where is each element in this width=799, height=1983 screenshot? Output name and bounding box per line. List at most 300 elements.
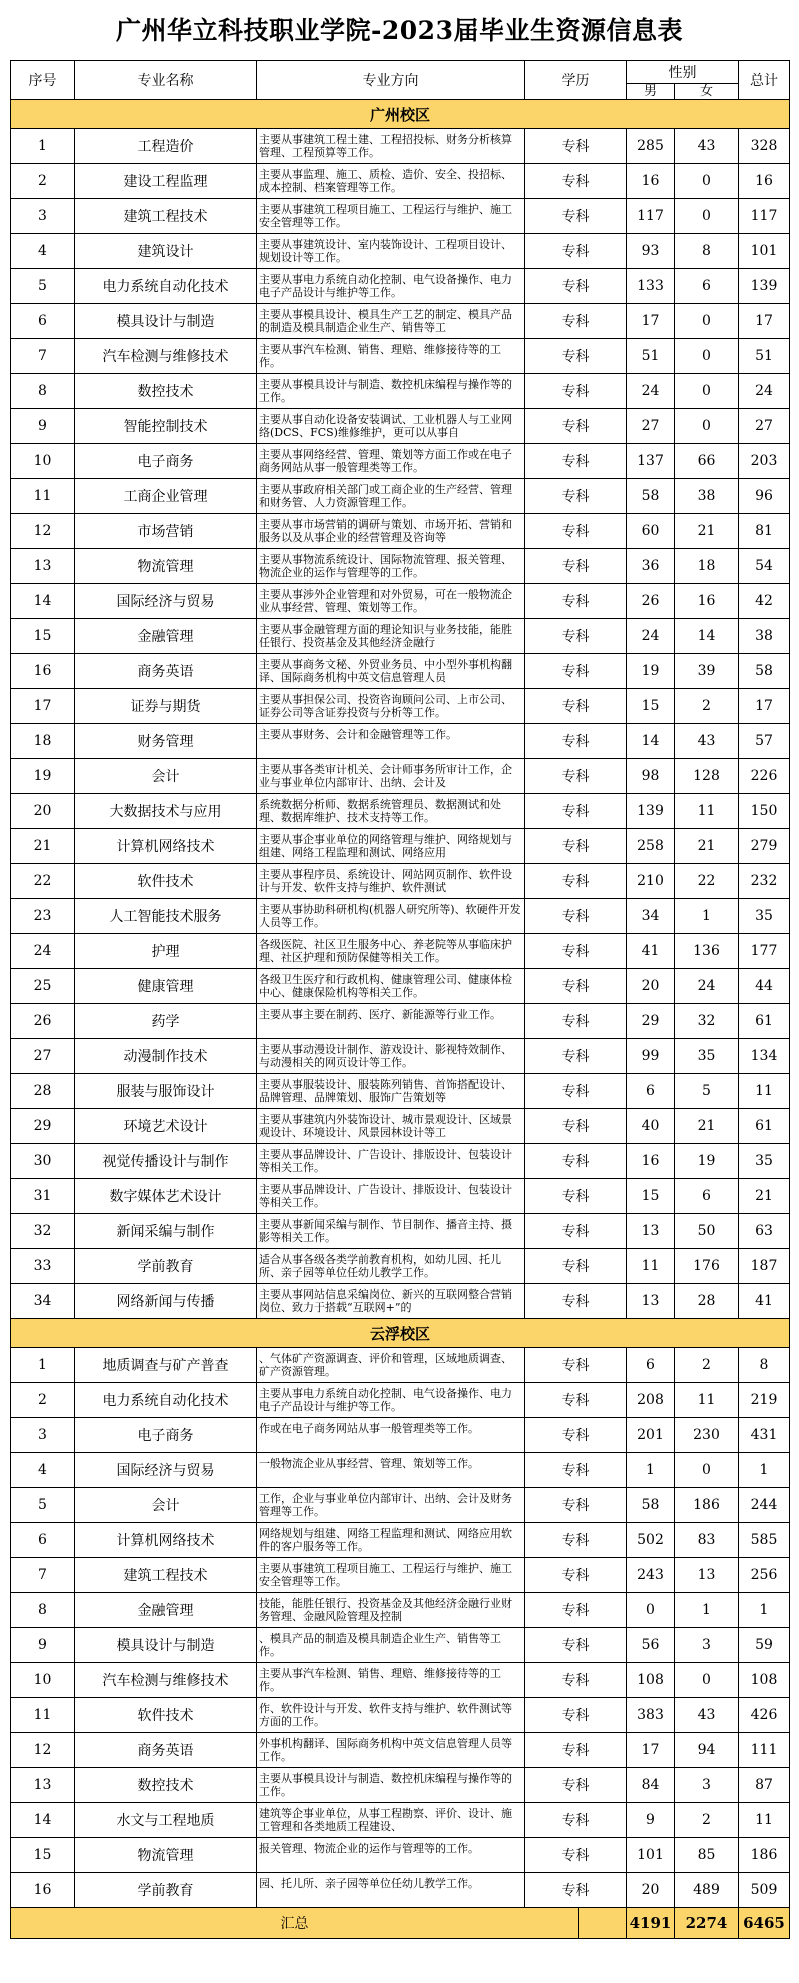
cell-male: 51: [627, 339, 675, 374]
cell-no: 12: [11, 514, 75, 549]
cell-direction: [257, 864, 525, 899]
cell-male: 258: [627, 829, 675, 864]
cell-total: 117: [739, 199, 790, 234]
cell-male: 101: [627, 1838, 675, 1873]
cell-female: 43: [675, 724, 739, 759]
cell-total: 35: [739, 899, 790, 934]
cell-no: 26: [11, 1004, 75, 1039]
cell-degree: 专科: [525, 1039, 627, 1074]
cell-female: 83: [675, 1523, 739, 1558]
cell-direction: [257, 1383, 525, 1418]
cell-major: 电力系统自动化技术: [75, 1383, 257, 1418]
cell-male: 58: [627, 1488, 675, 1523]
cell-total: 219: [739, 1383, 790, 1418]
direction-text: 、模具产品的制造及模具制造企业生产、销售等工作。: [259, 1632, 501, 1658]
cell-major: 商务英语: [75, 654, 257, 689]
cell-direction: [257, 1418, 525, 1453]
cell-male: 117: [627, 199, 675, 234]
table-row: [11, 1488, 790, 1523]
cell-total: 17: [739, 689, 790, 724]
cell-female: 0: [675, 1663, 739, 1698]
direction-text: 主要从事建筑工程项目施工、工程运行与维护、施工安全管理等工作。: [259, 1562, 512, 1588]
cell-degree: 专科: [525, 514, 627, 549]
cell-degree: 专科: [525, 1628, 627, 1663]
direction-text: 主要从事汽车检测、销售、理赔、维修接待等的工作。: [259, 343, 501, 369]
cell-degree: 专科: [525, 1873, 627, 1908]
cell-female: 0: [675, 199, 739, 234]
direction-text: 适合从事各级各类学前教育机构，如幼儿园、托儿所、亲子园等单位任幼儿教学工作。: [259, 1253, 501, 1279]
direction-text: 各级医院、社区卫生服务中心、养老院等从事临床护理、社区护理和预防保健等相关工作。: [259, 938, 512, 964]
cell-direction: [257, 1593, 525, 1628]
table-row: [11, 1383, 790, 1418]
cell-female: 21: [675, 829, 739, 864]
cell-degree: 专科: [525, 1488, 627, 1523]
cell-total: 509: [739, 1873, 790, 1908]
direction-text: 主要从事电力系统自动化控制、电气设备操作、电力电子产品设计与维护等工作。: [259, 273, 512, 299]
cell-direction: [257, 444, 525, 479]
header-no: 序号: [11, 61, 75, 100]
cell-male: 16: [627, 1144, 675, 1179]
cell-female: 21: [675, 1109, 739, 1144]
cell-female: 2: [675, 1803, 739, 1838]
cell-female: 21: [675, 514, 739, 549]
summary-female: 2274: [675, 1908, 739, 1939]
cell-no: 1: [11, 1348, 75, 1383]
cell-degree: 专科: [525, 234, 627, 269]
cell-direction: [257, 899, 525, 934]
cell-female: 13: [675, 1558, 739, 1593]
cell-total: 186: [739, 1838, 790, 1873]
cell-male: 285: [627, 129, 675, 164]
cell-direction: [257, 1768, 525, 1803]
cell-total: 87: [739, 1768, 790, 1803]
cell-total: 256: [739, 1558, 790, 1593]
cell-male: 243: [627, 1558, 675, 1593]
cell-total: 11: [739, 1074, 790, 1109]
header-female: 女: [675, 84, 739, 100]
direction-text: 园、托儿所、亲子园等单位任幼儿教学工作。: [259, 1877, 479, 1890]
table-row: [11, 1348, 790, 1383]
table-row: [11, 584, 790, 619]
direction-text: 主要从事担保公司、投资咨询顾问公司、上市公司、证券公司等含证券投资与分析等工作。: [259, 693, 512, 719]
cell-total: 21: [739, 1179, 790, 1214]
cell-direction: [257, 409, 525, 444]
cell-major: 建设工程监理: [75, 164, 257, 199]
cell-direction: [257, 1348, 525, 1383]
cell-major: 软件技术: [75, 1698, 257, 1733]
cell-female: 128: [675, 759, 739, 794]
table-row: [11, 549, 790, 584]
direction-text: 建筑等企事业单位，从事工程勘察、评价、设计、施工管理和各类地质工程建设、: [259, 1807, 512, 1833]
table-row: [11, 339, 790, 374]
cell-degree: 专科: [525, 269, 627, 304]
cell-no: 6: [11, 304, 75, 339]
table-row: [11, 654, 790, 689]
direction-text: 主要从事建筑工程项目施工、工程运行与维护、施工安全管理等工作。: [259, 203, 512, 229]
cell-degree: 专科: [525, 479, 627, 514]
cell-male: 40: [627, 1109, 675, 1144]
cell-degree: 专科: [525, 1838, 627, 1873]
cell-degree: 专科: [525, 304, 627, 339]
cell-major: 物流管理: [75, 1838, 257, 1873]
cell-major: 护理: [75, 934, 257, 969]
cell-no: 9: [11, 409, 75, 444]
cell-major: 电子商务: [75, 444, 257, 479]
table-row: [11, 934, 790, 969]
cell-direction: [257, 304, 525, 339]
cell-no: 23: [11, 899, 75, 934]
cell-degree: 专科: [525, 619, 627, 654]
cell-degree: 专科: [525, 1179, 627, 1214]
cell-male: 13: [627, 1284, 675, 1319]
section-title: 广州校区: [11, 100, 790, 129]
cell-direction: [257, 1803, 525, 1838]
cell-degree: 专科: [525, 1663, 627, 1698]
cell-male: 6: [627, 1348, 675, 1383]
summary-label: 汇总: [11, 1908, 579, 1939]
cell-direction: [257, 969, 525, 1004]
cell-degree: 专科: [525, 1453, 627, 1488]
cell-total: 61: [739, 1004, 790, 1039]
table-row: [11, 1838, 790, 1873]
direction-text: 报关管理、物流企业的运作与管理等的工作。: [259, 1842, 479, 1855]
cell-degree: 专科: [525, 689, 627, 724]
table-row: [11, 1249, 790, 1284]
table-row: [11, 899, 790, 934]
cell-major: 市场营销: [75, 514, 257, 549]
direction-text: 主要从事金融管理方面的理论知识与业务技能，能胜任银行、投资基金及其他经济金融行: [259, 623, 512, 649]
table-row: [11, 409, 790, 444]
cell-no: 21: [11, 829, 75, 864]
section-title: 云浮校区: [11, 1319, 790, 1348]
page-title: 广州华立科技职业学院-2023届毕业生资源信息表: [116, 16, 683, 45]
direction-text: 主要从事企事业单位的网络管理与维护、网络规划与组建、网络工程监理和测试、网络应用: [259, 833, 512, 859]
direction-text: 主要从事协助科研机构(机器人研究所等)、软硬件开发人员等工作。: [259, 903, 521, 929]
cell-direction: [257, 829, 525, 864]
cell-female: 2: [675, 1348, 739, 1383]
direction-text: 主要从事模具设计、模具生产工艺的制定、模具产品的制造及模具制造企业生产、销售等工: [259, 308, 512, 334]
table-row: [11, 1179, 790, 1214]
cell-total: 244: [739, 1488, 790, 1523]
table-row: [11, 864, 790, 899]
cell-female: 0: [675, 164, 739, 199]
cell-female: 0: [675, 304, 739, 339]
cell-total: 108: [739, 1663, 790, 1698]
cell-female: 39: [675, 654, 739, 689]
cell-female: 43: [675, 1698, 739, 1733]
cell-total: 177: [739, 934, 790, 969]
direction-text: 主要从事程序员、系统设计、网站网页制作、软件设计与开发、软件支持与维护、软件测试: [259, 868, 512, 894]
cell-male: 98: [627, 759, 675, 794]
cell-total: 232: [739, 864, 790, 899]
direction-text: 主要从事建筑工程土建、工程招投标、财务分析核算管理、工程预算等工作。: [259, 133, 512, 159]
cell-male: 58: [627, 479, 675, 514]
cell-no: 15: [11, 619, 75, 654]
cell-female: 19: [675, 1144, 739, 1179]
direction-text: 作、软件设计与开发、软件支持与维护、软件测试等方面的工作。: [259, 1702, 512, 1728]
cell-no: 14: [11, 1803, 75, 1838]
cell-major: 物流管理: [75, 549, 257, 584]
table-row: [11, 1039, 790, 1074]
cell-female: 176: [675, 1249, 739, 1284]
cell-direction: [257, 199, 525, 234]
cell-degree: 专科: [525, 374, 627, 409]
cell-male: 13: [627, 1214, 675, 1249]
cell-no: 27: [11, 1039, 75, 1074]
cell-no: 18: [11, 724, 75, 759]
cell-direction: [257, 1488, 525, 1523]
cell-no: 13: [11, 549, 75, 584]
table-row: [11, 479, 790, 514]
cell-major: 健康管理: [75, 969, 257, 1004]
cell-major: 会计: [75, 759, 257, 794]
cell-female: 6: [675, 1179, 739, 1214]
cell-total: 24: [739, 374, 790, 409]
cell-no: 4: [11, 234, 75, 269]
section-header: [11, 100, 790, 129]
cell-degree: 专科: [525, 129, 627, 164]
cell-major: 水文与工程地质: [75, 1803, 257, 1838]
cell-male: 502: [627, 1523, 675, 1558]
cell-major: 智能控制技术: [75, 409, 257, 444]
cell-no: 10: [11, 444, 75, 479]
cell-direction: [257, 1698, 525, 1733]
cell-male: 15: [627, 689, 675, 724]
table-row: [11, 1144, 790, 1179]
cell-degree: 专科: [525, 164, 627, 199]
cell-total: 11: [739, 1803, 790, 1838]
cell-major: 软件技术: [75, 864, 257, 899]
cell-no: 7: [11, 1558, 75, 1593]
cell-major: 证券与期货: [75, 689, 257, 724]
cell-male: 36: [627, 549, 675, 584]
cell-no: 11: [11, 1698, 75, 1733]
cell-female: 11: [675, 794, 739, 829]
cell-major: 汽车检测与维修技术: [75, 1663, 257, 1698]
cell-no: 14: [11, 584, 75, 619]
cell-direction: [257, 164, 525, 199]
cell-major: 商务英语: [75, 1733, 257, 1768]
cell-direction: [257, 1004, 525, 1039]
header-direction: 专业方向: [257, 61, 525, 100]
header-total: 总计: [739, 61, 790, 100]
cell-no: 34: [11, 1284, 75, 1319]
direction-text: 系统数据分析师、数据系统管理员、数据测试和处理、数据库维护、技术支持等工作。: [259, 798, 501, 824]
cell-male: 60: [627, 514, 675, 549]
cell-total: 59: [739, 1628, 790, 1663]
cell-degree: 专科: [525, 1144, 627, 1179]
cell-total: 17: [739, 304, 790, 339]
cell-total: 279: [739, 829, 790, 864]
cell-female: 22: [675, 864, 739, 899]
cell-no: 25: [11, 969, 75, 1004]
cell-no: 4: [11, 1453, 75, 1488]
direction-text: 主要从事政府相关部门或工商企业的生产经营、管理和财务管、人力资源管理工作。: [259, 483, 512, 509]
table-row: [11, 269, 790, 304]
cell-total: 134: [739, 1039, 790, 1074]
cell-no: 5: [11, 1488, 75, 1523]
direction-text: 主要从事各类审计机关、会计师事务所审计工作，企业与事业单位内部审计、出纳、会计及: [259, 763, 512, 789]
direction-text: 主要从事模具设计与制造、数控机床编程与操作等的工作。: [259, 1772, 512, 1798]
cell-major: 建筑工程技术: [75, 199, 257, 234]
header-male: 男: [627, 84, 675, 100]
cell-total: 8: [739, 1348, 790, 1383]
cell-male: 26: [627, 584, 675, 619]
cell-no: 6: [11, 1523, 75, 1558]
cell-degree: 专科: [525, 1383, 627, 1418]
direction-text: 一般物流企业从事经营、管理、策划等工作。: [259, 1457, 479, 1470]
table-row: [11, 129, 790, 164]
cell-major: 模具设计与制造: [75, 304, 257, 339]
summary-row: [11, 1908, 790, 1939]
cell-major: 数字媒体艺术设计: [75, 1179, 257, 1214]
cell-male: 11: [627, 1249, 675, 1284]
direction-text: 网络规划与组建、网络工程监理和测试、网络应用软件的客户服务等工作。: [259, 1527, 512, 1553]
cell-male: 99: [627, 1039, 675, 1074]
cell-female: 28: [675, 1284, 739, 1319]
table-row: [11, 759, 790, 794]
table-row: [11, 1284, 790, 1319]
cell-male: 16: [627, 164, 675, 199]
table-body: [11, 100, 790, 1908]
direction-text: 主要从事服装设计、服装陈列销售、首饰搭配设计、品牌管理、品牌策划、服饰广告策划等: [259, 1078, 512, 1104]
cell-total: 16: [739, 164, 790, 199]
cell-major: 视觉传播设计与制作: [75, 1144, 257, 1179]
cell-female: 50: [675, 1214, 739, 1249]
cell-degree: 专科: [525, 1284, 627, 1319]
cell-major: 环境艺术设计: [75, 1109, 257, 1144]
cell-male: 133: [627, 269, 675, 304]
cell-no: 29: [11, 1109, 75, 1144]
cell-degree: 专科: [525, 199, 627, 234]
cell-degree: 专科: [525, 829, 627, 864]
direction-text: 主要从事网络经营、管理、策划等方面工作或在电子商务网站从事一般管理类等工作。: [259, 448, 512, 474]
cell-female: 0: [675, 409, 739, 444]
cell-total: 426: [739, 1698, 790, 1733]
cell-degree: 专科: [525, 864, 627, 899]
cell-major: 人工智能技术服务: [75, 899, 257, 934]
table-row: [11, 724, 790, 759]
direction-text: 主要从事主要在制药、医疗、新能源等行业工作。: [259, 1008, 501, 1021]
direction-text: 主要从事涉外企业管理和对外贸易，可在一般物流企业从事经营、管理、策划等工作。: [259, 588, 512, 614]
cell-female: 230: [675, 1418, 739, 1453]
cell-total: 585: [739, 1523, 790, 1558]
table-row: [11, 234, 790, 269]
cell-no: 1: [11, 129, 75, 164]
table-row: [11, 1558, 790, 1593]
table-row: [11, 304, 790, 339]
cell-no: 8: [11, 1593, 75, 1628]
cell-degree: 专科: [525, 1249, 627, 1284]
cell-total: 44: [739, 969, 790, 1004]
cell-no: 17: [11, 689, 75, 724]
cell-male: 20: [627, 969, 675, 1004]
cell-direction: [257, 1453, 525, 1488]
cell-total: 431: [739, 1418, 790, 1453]
cell-male: 14: [627, 724, 675, 759]
table-row: [11, 1698, 790, 1733]
cell-direction: [257, 934, 525, 969]
cell-degree: 专科: [525, 1348, 627, 1383]
section-header: [11, 1319, 790, 1348]
cell-no: 15: [11, 1838, 75, 1873]
cell-total: 150: [739, 794, 790, 829]
direction-text: 主要从事自动化设备安装调试、工业机器人与工业网络(DCS、FCS)维修维护，更可以从事自: [259, 413, 512, 439]
cell-total: 61: [739, 1109, 790, 1144]
cell-total: 54: [739, 549, 790, 584]
table-row: [11, 1628, 790, 1663]
direction-text: 主要从事物流系统设计、国际物流管理、报关管理、物流企业的运作与管理等的工作。: [259, 553, 512, 579]
header-degree: 学历: [525, 61, 627, 100]
cell-degree: 专科: [525, 1004, 627, 1039]
cell-major: 电力系统自动化技术: [75, 269, 257, 304]
cell-male: 41: [627, 934, 675, 969]
cell-no: 20: [11, 794, 75, 829]
cell-degree: 专科: [525, 1109, 627, 1144]
cell-direction: [257, 1249, 525, 1284]
cell-major: 模具设计与制造: [75, 1628, 257, 1663]
cell-direction: [257, 584, 525, 619]
table-row: [11, 1418, 790, 1453]
cell-major: 计算机网络技术: [75, 1523, 257, 1558]
direction-text: 主要从事汽车检测、销售、理赔、维修接待等的工作。: [259, 1667, 501, 1693]
cell-female: 2: [675, 689, 739, 724]
cell-total: 58: [739, 654, 790, 689]
cell-degree: 专科: [525, 1074, 627, 1109]
cell-no: 8: [11, 374, 75, 409]
cell-major: 药学: [75, 1004, 257, 1039]
cell-no: 16: [11, 1873, 75, 1908]
cell-male: 24: [627, 374, 675, 409]
table-row: [11, 794, 790, 829]
table-row: [11, 444, 790, 479]
cell-female: 16: [675, 584, 739, 619]
cell-degree: 专科: [525, 1733, 627, 1768]
direction-text: 作或在电子商务网站从事一般管理类等工作。: [259, 1422, 479, 1435]
cell-direction: [257, 1109, 525, 1144]
direction-text: 主要从事电力系统自动化控制、电气设备操作、电力电子产品设计与维护等工作。: [259, 1387, 512, 1413]
cell-major: 学前教育: [75, 1873, 257, 1908]
cell-total: 57: [739, 724, 790, 759]
cell-direction: [257, 794, 525, 829]
direction-text: 主要从事模具设计与制造、数控机床编程与操作等的工作。: [259, 378, 512, 404]
cell-degree: 专科: [525, 899, 627, 934]
cell-no: 10: [11, 1663, 75, 1698]
cell-direction: [257, 129, 525, 164]
cell-degree: 专科: [525, 724, 627, 759]
table-row: [11, 1074, 790, 1109]
cell-male: 34: [627, 899, 675, 934]
cell-no: 2: [11, 1383, 75, 1418]
cell-degree: 专科: [525, 549, 627, 584]
table-row: [11, 1663, 790, 1698]
cell-major: 金融管理: [75, 619, 257, 654]
cell-total: 63: [739, 1214, 790, 1249]
cell-no: 22: [11, 864, 75, 899]
cell-female: 186: [675, 1488, 739, 1523]
direction-text: 主要从事财务、会计和金融管理等工作。: [259, 728, 457, 741]
cell-female: 1: [675, 1593, 739, 1628]
cell-male: 24: [627, 619, 675, 654]
cell-direction: [257, 1873, 525, 1908]
cell-no: 7: [11, 339, 75, 374]
cell-female: 11: [675, 1383, 739, 1418]
cell-female: 8: [675, 234, 739, 269]
cell-direction: [257, 724, 525, 759]
direction-text: 主要从事网站信息采编岗位、新兴的互联网整合营销岗位、致力于搭载“互联网+”的: [259, 1288, 512, 1314]
cell-female: 24: [675, 969, 739, 1004]
cell-male: 20: [627, 1873, 675, 1908]
